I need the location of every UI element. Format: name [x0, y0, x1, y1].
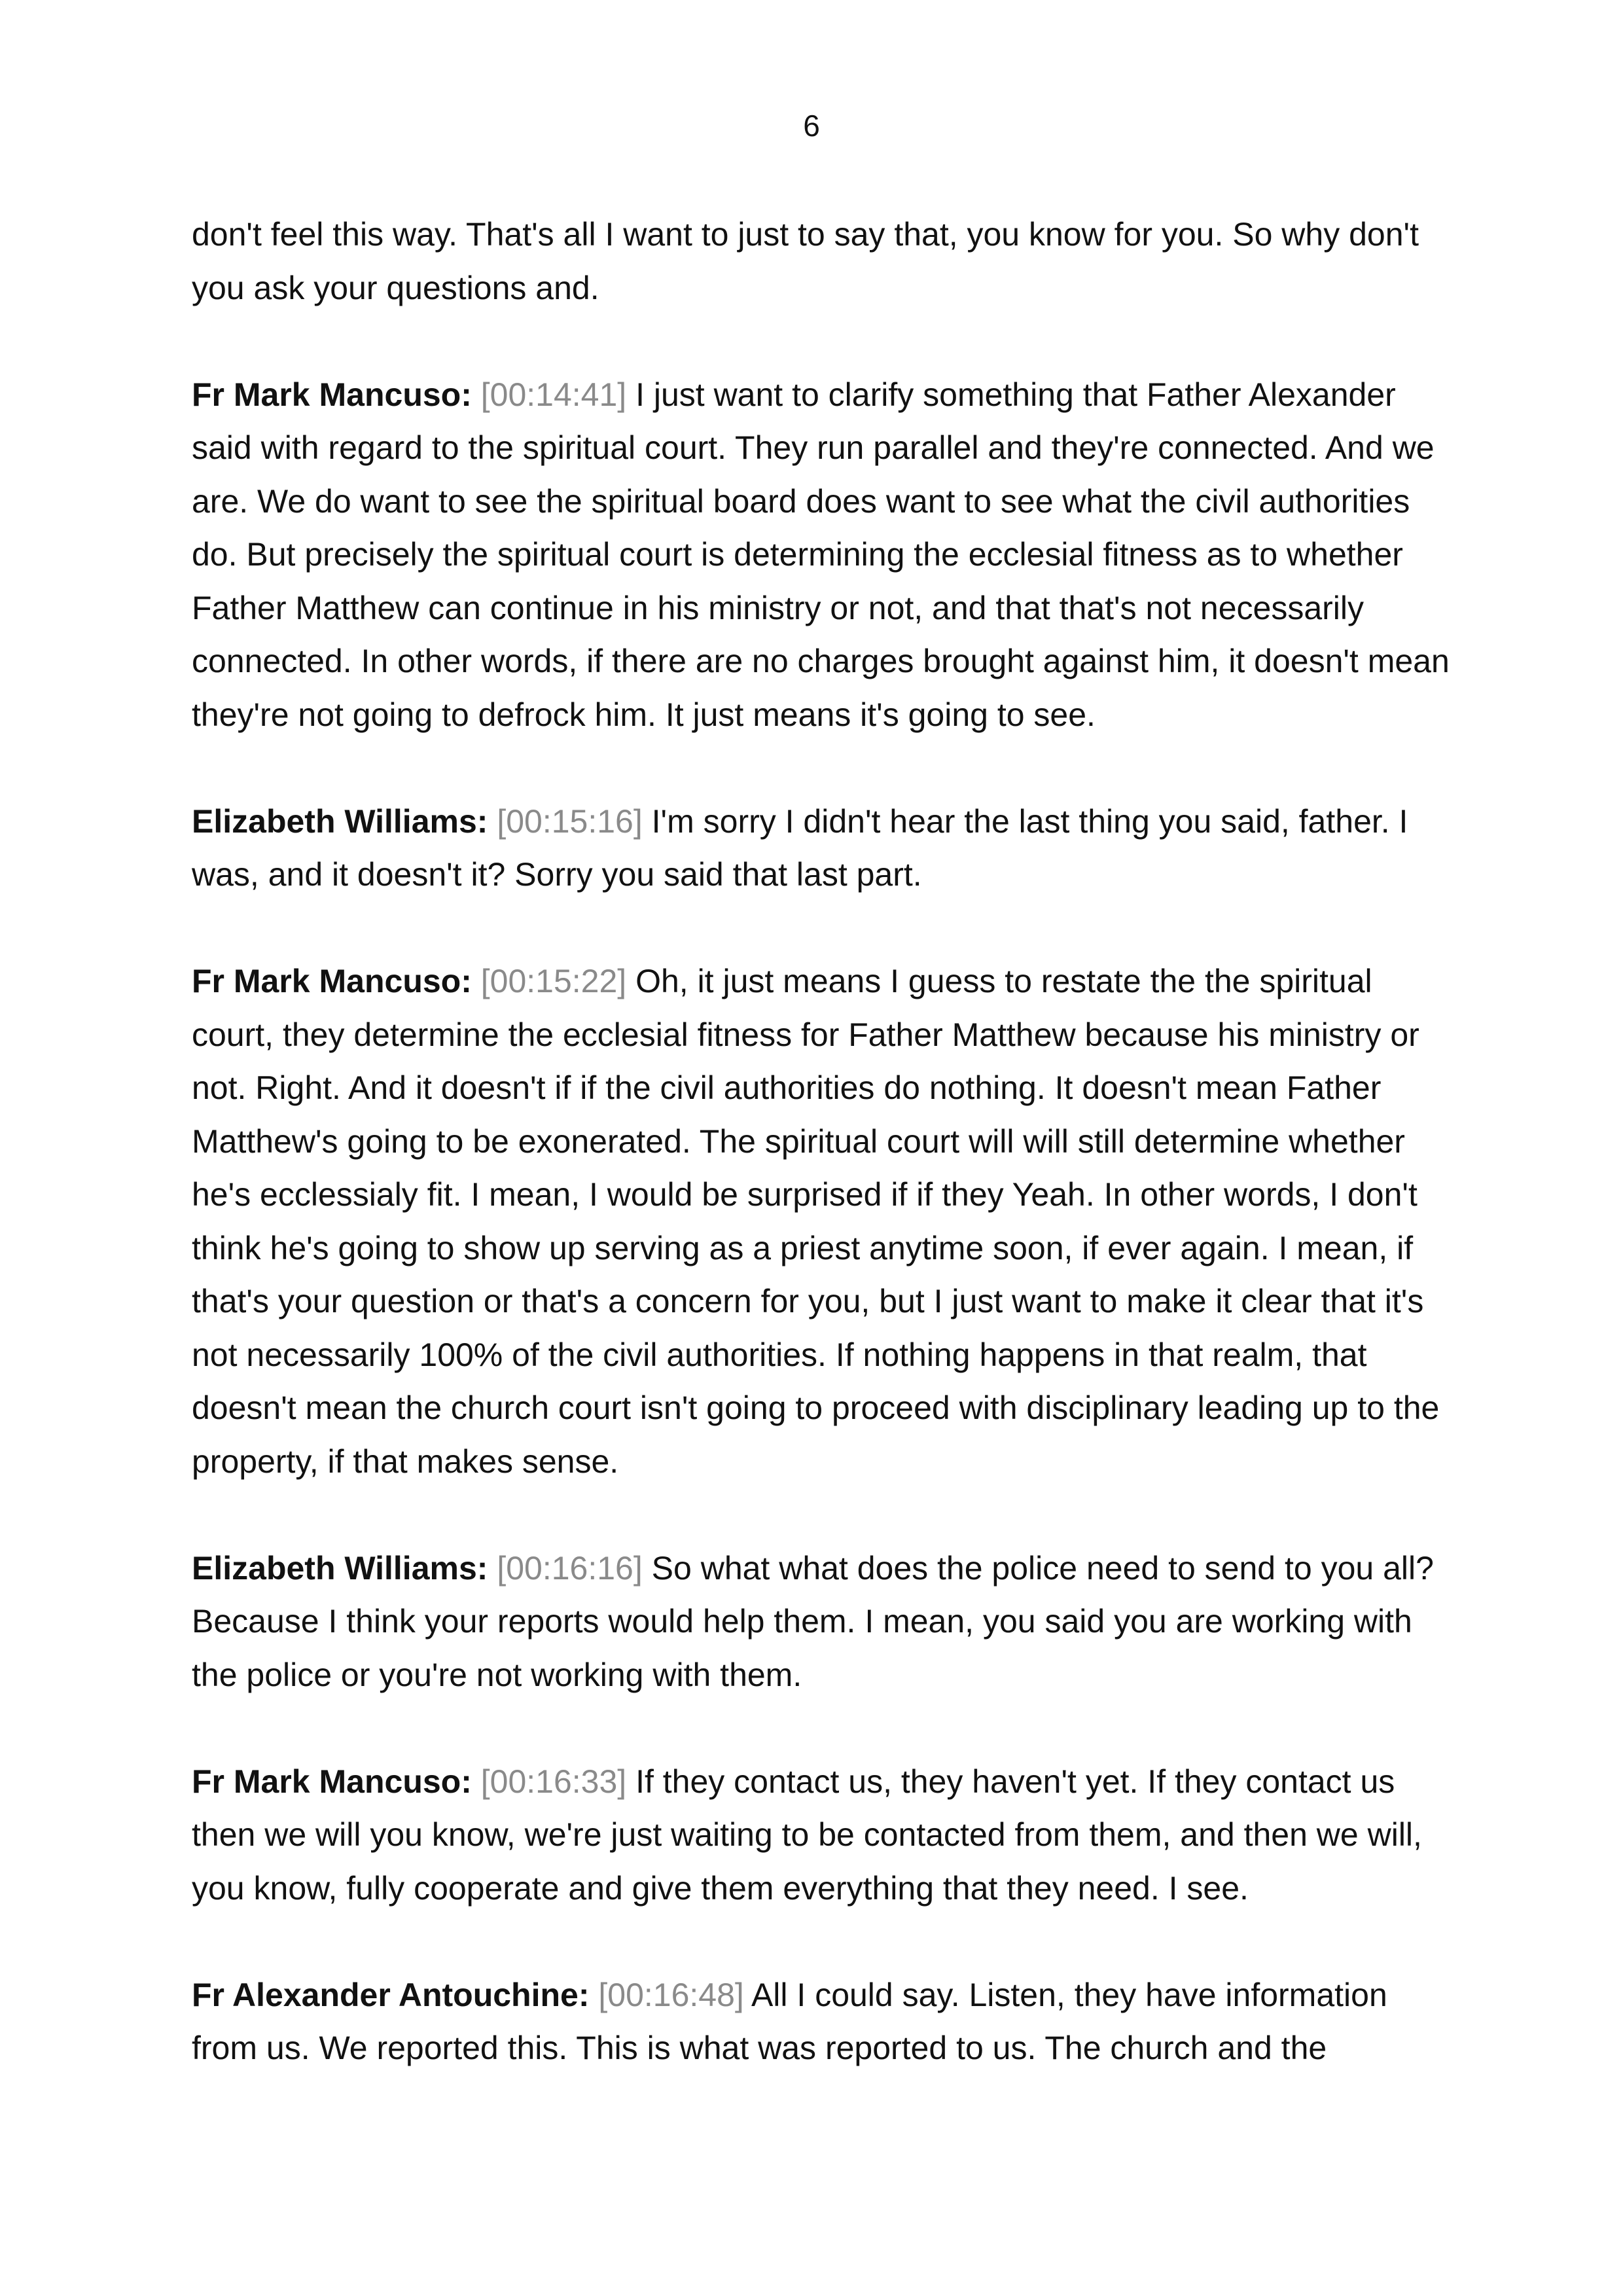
speaker-name: Elizabeth Williams:	[192, 1549, 488, 1587]
transcript-paragraph	[192, 795, 1455, 902]
timestamp: [00:16:16]	[497, 1549, 643, 1587]
timestamp: [00:16:48]	[598, 1976, 744, 2013]
speaker-name: Fr Mark Mancuso:	[192, 376, 472, 413]
paragraph-text: So what what does the police need to send to you all? Because I think your reports would help them. I mean, you said you are working with the police or you're not working with them.	[192, 1549, 1434, 1693]
speaker-name: Elizabeth Williams:	[192, 802, 488, 840]
paragraph-text: Oh, it just means I guess to restate the the spiritual court, they determine the ecclesial fitness for Father Matthew because his ministry or not. Right. And it doesn't if if the civil authorities do nothing. It doesn't mean Father Matthew's going to be exonerated. The spiritual court will will still determine whether he's ecclessialy fit. I mean, I would be surprised if if they Yeah. In other words, I don't think he's going to show up serving as a priest anytime soon, if ever again. I mean, if that's your question or that's a concern for you, but I just want to make it clear that it's not necessarily 100% of the civil authorities. If nothing happens in that realm, that doesn't mean the church court isn't going to proceed with disciplinary leading up to the property, if that makes sense.	[192, 963, 1440, 1480]
timestamp: [00:14:41]	[480, 376, 627, 413]
transcript-paragraph	[192, 1542, 1455, 1702]
transcript-paragraph	[192, 955, 1455, 1488]
timestamp: [00:15:16]	[497, 802, 643, 840]
timestamp: [00:15:22]	[480, 963, 627, 999]
timestamp: [00:16:33]	[480, 1763, 627, 1800]
paragraph-text: All I could say. Listen, they have information from us. We reported this. This is what was reported to us. The church and the	[192, 1976, 1387, 2066]
speaker-name: Fr Alexander Antouchine:	[192, 1976, 590, 2013]
transcript-paragraph	[192, 1755, 1455, 1916]
paragraph-text: don't feel this way. That's all I want to just to say that, you know for you. So why don't you ask your questions and.	[192, 216, 1419, 306]
transcript-body	[192, 208, 1455, 2128]
page-number: 6	[803, 109, 820, 143]
speaker-name: Fr Mark Mancuso:	[192, 1763, 472, 1800]
paragraph-text: I just want to clarify something that Father Alexander said with regard to the spiritual court. They run parallel and they're connected. And we are. We do want to see the spiritual board does want to see what the civil authorities do. But precisely the spiritual court is determining the ecclesial fitness as to whether Father Matthew can continue in his ministry or not, and that that's not necessarily connected. In other words, if there are no charges brought against him, it doesn't mean they're not going to defrock him. It just means it's going to see.	[192, 376, 1450, 733]
transcript-paragraph	[192, 208, 1455, 315]
speaker-name: Fr Mark Mancuso:	[192, 963, 472, 999]
paragraph-text: If they contact us, they haven't yet. If they contact us then we will you know, we're just waiting to be contacted from them, and then we will, you know, fully cooperate and give them everything that they need. I see.	[192, 1763, 1422, 1907]
paragraph-text: I'm sorry I didn't hear the last thing you said, father. I was, and it doesn't it? Sorry you said that last part.	[192, 802, 1408, 893]
transcript-paragraph	[192, 368, 1455, 742]
transcript-paragraph	[192, 1969, 1455, 2075]
